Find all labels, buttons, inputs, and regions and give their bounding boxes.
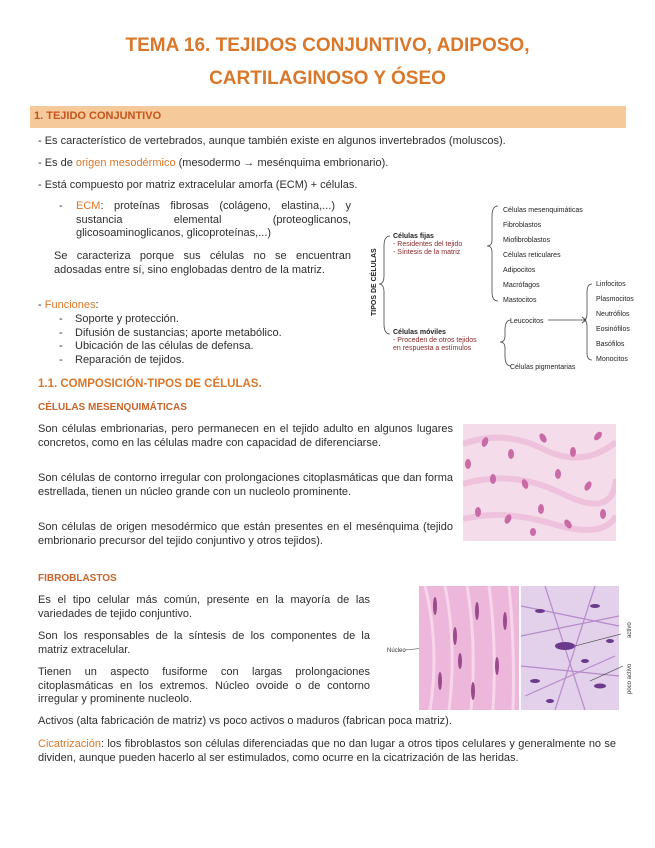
fibro-paragraph-3: Tienen un aspecto fusiforme con largas prolongaciones citoplasmáticas en los extremos. Núcleo ovoide o de contorno irregular y prominente nucleolo. (38, 666, 370, 705)
fixed-cell-item: Adipocitos (503, 267, 536, 274)
ecm-label: ECM (76, 200, 101, 212)
funciones-label: Funciones (44, 299, 96, 311)
leucocito-item: Linfocitos (596, 281, 626, 288)
leucocito-item: Plasmocitos (596, 296, 634, 303)
bullet-vertebrados: - Es característico de vertebrados, aunque también existe en algunos invertebrados (moluscos). (38, 135, 506, 147)
diagram-root-label: TIPOS DE CÉLULAS (371, 248, 378, 316)
fixed-cell-item: Mastocitos (503, 297, 537, 304)
fixed-cell-item: Células reticulares (503, 252, 561, 259)
mobile-cells-line2: en respuesta a estímulos (393, 345, 472, 352)
leucocitos-label: Leucocitos (510, 318, 544, 325)
funcion-text: Difusión de sustancias; aporte metabólico. (75, 326, 282, 339)
funcion-item: - Reparación de tejidos. (59, 353, 185, 366)
page-title-line2: CARTILAGINOSO Y ÓSEO (209, 68, 446, 89)
ecm-dash: - (59, 200, 63, 212)
ecm-item (76, 200, 351, 241)
mesenquimaticas-heading: CÉLULAS MESENQUIMÁTICAS (38, 402, 187, 413)
mesenchymal-micrograph (463, 424, 616, 541)
leucocito-item: Neutrófilos (596, 311, 630, 318)
fixed-cell-item: Macrófagos (503, 282, 540, 289)
funcion-text: Ubicación de las células de defensa. (75, 340, 254, 352)
mesen-paragraph-2: Son células de contorno irregular con prolongaciones citoplasmáticas que dan forma estrellada, tienen un núcleo grande con un nucleolo prominente. (38, 472, 453, 498)
fixed-cell-item: Fibroblastos (503, 222, 542, 229)
fixed-cell-item: Células mesenquimáticas (503, 207, 583, 214)
funciones-colon: : (95, 299, 99, 311)
bullet-origen (38, 157, 628, 171)
composicion-heading: 1.1. COMPOSICIÓN-TIPOS DE CÉLULAS. (38, 378, 262, 390)
bullet-origen-highlight: origen mesodérmico (75, 157, 176, 169)
activos-paragraph: Activos (alta fabricación de matriz) vs poco activos o maduros (fabrican poca matriz). (38, 715, 452, 727)
mesen-paragraph-1: Son células embrionarias, pero permanecen en el tejido adulto en algunos lugares concretos, como en las células madre con capacidad de diferenciarse. (38, 423, 453, 449)
page-title-line1: TEMA 16. TEJIDOS CONJUNTIVO, ADIPOSO, (125, 35, 530, 56)
fibro-paragraph-2: Son los responsables de la síntesis de los componentes de la matriz extracelular. (38, 630, 370, 656)
nucleo-label: Núcleo (387, 648, 406, 654)
bullet-composicion: - Está compuesto por matriz extracelular amorfa (ECM) + células. (38, 179, 358, 191)
activo-label: activo (627, 622, 633, 638)
cell-types-diagram (366, 196, 636, 376)
cicatrizacion-text: : los fibroblastos son células diferenciadas que no dan lugar a otros tipos celulares y generalmente no se dividen, aunque pueden hacerlo al ser estimulados, como ocurre en la cicatrización de las heridas. (38, 738, 616, 764)
poco-activo-label: poco activo (627, 663, 633, 694)
fibro-paragraph-1: Es el tipo celular más común, presente en la mayoría de las variedades de tejido conjuntivo. (38, 594, 370, 620)
section-heading: 1. TEJIDO CONJUNTIVO (34, 110, 162, 122)
fixed-cells-title: Células fijas (393, 233, 434, 240)
funcion-text: Soporte y protección. (75, 313, 179, 325)
leucocito-item: Basófilos (596, 341, 625, 348)
funcion-item: - Difusión de sustancias; aporte metabólico. (59, 326, 282, 339)
cicatrizacion-paragraph (38, 738, 616, 765)
fibroblastos-heading: FIBROBLASTOS (38, 573, 117, 584)
funcion-text: Reparación de tejidos. (75, 353, 185, 366)
fixed-cell-item: Miofibroblastos (503, 237, 551, 244)
fibroblast-micrographs (385, 586, 643, 710)
fixed-cells-line2: - Síntesis de la matriz (393, 249, 461, 256)
funciones-heading: - Funciones: (38, 299, 99, 311)
section-heading-bar (30, 106, 626, 128)
mobile-cells-line1: - Proceden de otros tejidos (393, 337, 477, 344)
mobile-cells-title: Células móviles (393, 329, 446, 336)
cicatrizacion-label: Cicatrización (38, 738, 101, 750)
leucocito-item: Monocitos (596, 356, 628, 363)
pigment-cells-label: Células pigmentarias (510, 364, 576, 371)
bullet-origen-pre: - Es de (38, 157, 76, 169)
funcion-item: - Ubicación de las células de defensa. (59, 340, 254, 352)
funcion-item: - Soporte y protección. (59, 313, 179, 325)
funciones-list (59, 313, 359, 367)
ecm-text: : proteínas fibrosas (colágeno, elastina,...) y sustancia elemental (proteoglicanos, glicosoaminoglicanos, glicoproteínas,...) (76, 200, 351, 239)
mesen-paragraph-3: Son células de origen mesodérmico que están presentes en el mesénquima (tejido embrionario precursor del tejido conjuntivo y otros tejidos). (38, 521, 453, 547)
adosadas-paragraph: Se caracteriza porque sus células no se encuentran adosadas entre sí, sino englobadas dentro de la matriz. (54, 250, 351, 276)
leucocito-item: Eosinófilos (596, 326, 630, 333)
bullet-origen-post: (mesodermo → mesénquima embrionario). (175, 157, 389, 169)
fixed-cells-line1: - Residentes del tejido (393, 241, 463, 248)
